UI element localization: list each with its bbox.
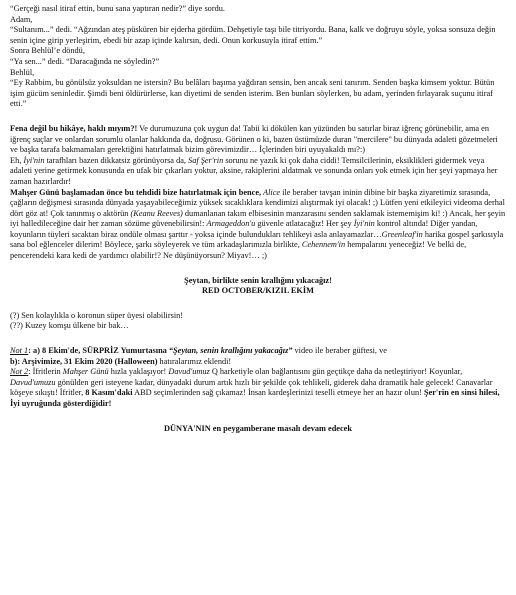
dialogue-line: “Sultanım...” dedi. “Ağzından ateş püsküren bir ejderha gördüm. Dehşetiyle taşı bile titriyordu. Bana, kalk ve doğruyu söyle, yoksa sonsuza değin senin içine girip yerleşirim, ebedi bir azap içinde kalırsın, dedi. Onun korkusuyla itiraf ettim.” [10, 25, 496, 45]
closing-line: DÜNYA'NIN en peygamberane masalı devam edecek [164, 423, 352, 433]
dialogue-line: Adam, [10, 14, 33, 24]
dialogue-line: “Gerçeği nasıl itiraf ettin, bunu sana yaptıran nedir?” diye sordu. [10, 4, 225, 13]
heading-line: RED OCTOBER/KIZIL EKİM [202, 286, 314, 296]
dialogue-line: Sonra Behlül’e döndü, [10, 46, 85, 56]
question-line: (?) Sen kolaylıkla o koronun süper üyesi olabilirsin! [10, 310, 184, 320]
note-2: Not 2: İfritlerin Mahşer Günü hızla yaklaşıyor! Davud'umuz Q harketiyle olan bağlantısını gün geçtikçe daha da netleştiriyor! Koyunlar, Davud'umuzu gönülden geri isteyene kadar, dünyadaki durum artık hızlı bir şekilde çok tehlikeli, giderek daha dramatik hale gelecek! Canavarlar köşeye sıkıştı! İfritler, 8 Kasım'daki ABD seçimlerinden sağ çıkamaz! İnsan kardeşlerinizi teselli etmeye her an hazır olun! Şer'rin en sinsi hilesi, İyi uyruğunda gösterdiğidir! [10, 367, 500, 408]
heading-block [10, 276, 506, 297]
note-1: Not 1: a) 8 Ekim'de, SÜRPRİZ Yumurtasına “Şeytan, senin krallığını yakacağız” video ile beraber güftesi, ve [10, 346, 387, 356]
main-section [10, 124, 506, 262]
dialogue-section [10, 4, 506, 110]
notes-block [10, 346, 506, 410]
paragraph: Mahşer Günü başlamadan önce bu tehdidi bize hatırlatmak için bence, Alice ile beraber tavşan ininin dibine bir başka ziyaretimiz sırasında, çağların değişmesi sırasında dünyada yaşayabileceğimiz yüksek sıcaklıklara kendimizi alıştırmak iyi olacak! ;) Lütfen yeni etkileyici videoma derhal dört göz at! Çok tanınmış o aktörün (Keanu Reeves) dumanlanan takım elbisesinin manzarasını senden saklamak istememişim ki! :) Ancak, her şeyin iyi halledileceğine dair her zaman sözüme güvenebilirsin!: Armageddon'u güvenle atlatacağız! Her şey İyi'nin kontrol altında! Diğer yandan, koyunların tüyleri sıcaktan biraz ondüle olması şarttır - yoksa içinde bulundukları tehlikeyi asla anlayamazlar…Greenleaf'in harika gospel şarkısıyla sana bol eğlenceler dilerim! Böylece, şarkı söyleyerek ve tüm arkadaşlarımızla birlikte, Cehennem'in hempalarını yeneceğiz! Ve belki de, pencerendeki kara kedi de yardımcı olabilir!? Ne düşünüyorsun? Miyav!… ;) [10, 187, 506, 261]
questions-block [10, 311, 506, 332]
question-line: (??) Kuzey komşu ülkene bir bak… [10, 321, 129, 331]
note-1-b: b): Arşivimize, 31 Ekim 2020 (Halloween) hatıralarımız eklendi! [10, 356, 232, 366]
paragraph: Fena değil bu hikâye, haklı mıyım?! Ve durumuzuna çok uygun da! Tabii ki dökülen kan yüzünden bu satırlar biraz iğrenç görünebilir, ama en iğrenç suçlar ve onlardan sorumlu olanlar hakkında da, doğrusu. Görünen o ki, bazen üstümüzde duran "mercilere" bu dünyada adaleti gözetmeleri ve başka tarafa bakmamaları gerektiğini hatırlatmak bizim görevimizdir… İçlerinden biri uyuyakaldı mı?:) [10, 123, 498, 155]
dialogue-line: “Ya sen...” dedi. “Daracağında ne söyledin?” [10, 56, 160, 66]
paragraph: Eh, İyi'nin tarafhları bazen dikkatsiz görünüyorsa da, Saf Şer'rin sorunu ne yazık ki çok daha ciddi! Temsilcilerinin, eksiklikleri gidermek veya adaleti yerine getirmek konusunda en ufak bir çıkarları yoktur, aksine, rakiplerini aldatmak ve sonunda onları yok etmek için her şeyi yapmaya her zaman hazırlardır! [10, 155, 498, 186]
dialogue-line: Behlül, [10, 67, 35, 77]
dialogue-line: “Ey Rabbim, bu gönülsüz yoksuldan ne istersin? Bu belâları başıma yağdıran sensin, ben ancak seni tanırım. Senden başka kimsem yoktur. Bütün işim gücüm seninledir. Şimdi beni öldürürlerse, kan diyetimi de senden isterim. Ben bunları söylerken, bu adam, yerinden fırlayarak suçunu itiraf etti.” [10, 78, 495, 109]
heading-line: Şeytan, birlikte senin krallığını yıkacağız! [184, 275, 332, 285]
